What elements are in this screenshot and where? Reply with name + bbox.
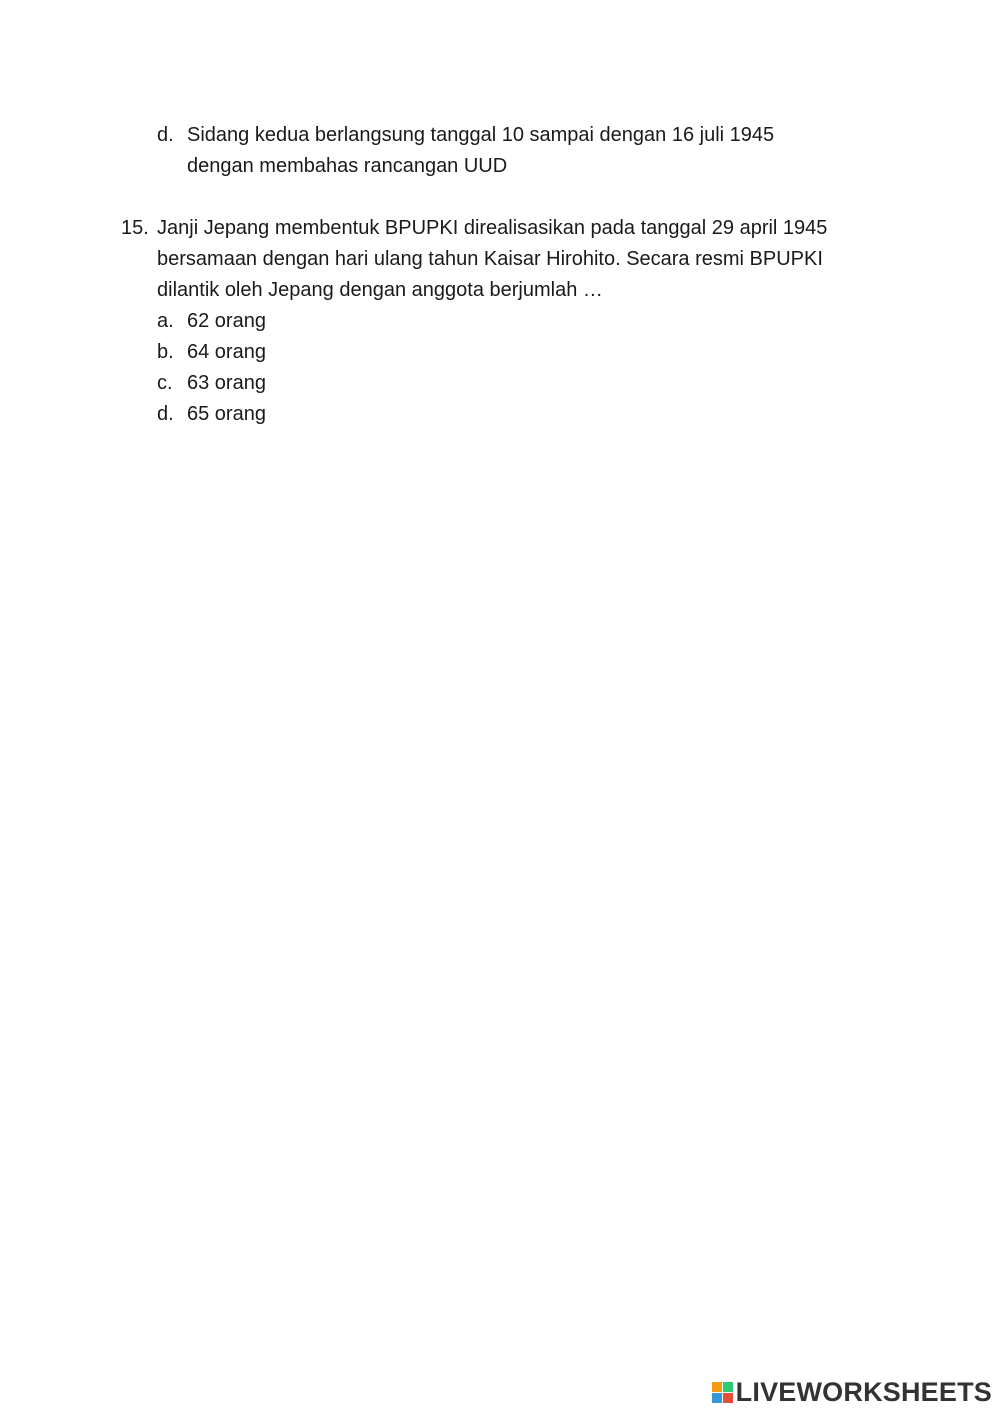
option-marker: a.: [157, 310, 174, 332]
question-number: 15.: [121, 217, 149, 239]
option-b-text: 64 orang: [187, 341, 266, 363]
logo-cell: [723, 1393, 733, 1403]
option-marker: b.: [157, 341, 174, 363]
option-marker: d.: [157, 403, 174, 425]
question-text-line: Janji Jepang membentuk BPUPKI direalisasikan pada tanggal 29 april 1945: [157, 217, 828, 239]
option-c-text: 63 orang: [187, 372, 266, 394]
liveworksheets-watermark: [712, 1377, 992, 1407]
logo-cell: [712, 1393, 722, 1403]
option-text-line: Sidang kedua berlangsung tanggal 10 sampai dengan 16 juli 1945: [187, 124, 775, 146]
option-d-text: 65 orang: [187, 403, 266, 425]
watermark-text: LIVEWORKSHEETS: [735, 1377, 992, 1407]
logo-cell: [712, 1382, 722, 1392]
question-text-line: bersamaan dengan hari ulang tahun Kaisar Hirohito. Secara resmi BPUPKI: [157, 248, 823, 270]
option-a-text: 62 orang: [187, 310, 266, 332]
liveworksheets-logo-icon: [712, 1382, 733, 1403]
option-text-line: dengan membahas rancangan UUD: [187, 155, 508, 177]
logo-cell: [723, 1382, 733, 1392]
option-marker: c.: [157, 372, 173, 394]
question-text-line: dilantik oleh Jepang dengan anggota berjumlah …: [157, 279, 603, 301]
option-marker: d.: [157, 124, 174, 146]
